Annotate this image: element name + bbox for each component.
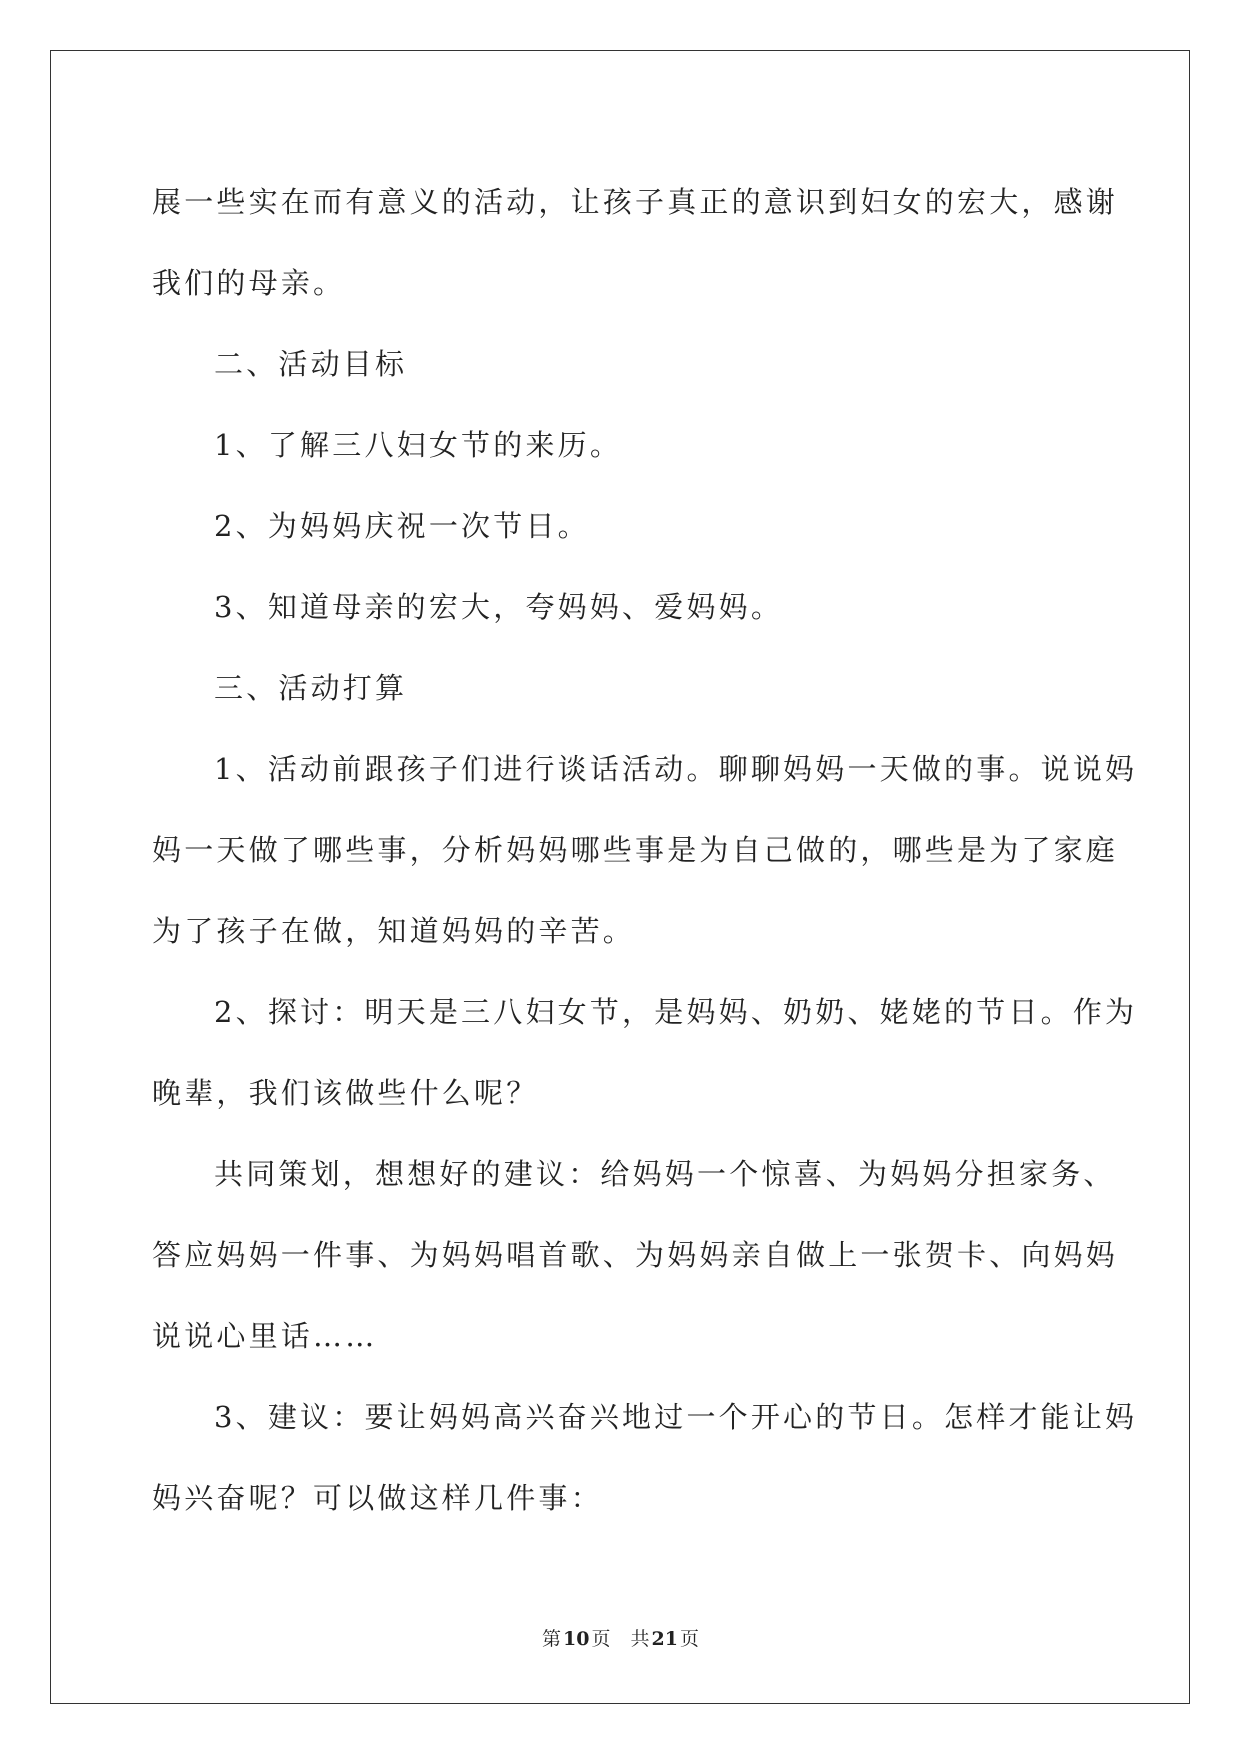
section-heading: 二、活动目标: [214, 347, 408, 381]
paragraph-line: 为了孩子在做，知道妈妈的辛苦。: [152, 914, 636, 948]
page-total: 21: [651, 1628, 678, 1650]
text-line: 展一些实在而有意义的活动，让孩子真正的意识到妇女的宏大，感谢: [152, 185, 1119, 219]
list-item: 3、知道母亲的宏大，夸妈妈、爱妈妈。: [214, 590, 784, 624]
document-body: [152, 162, 1138, 1539]
paragraph-line: 共同策划，想想好的建议：给妈妈一个惊喜、为妈妈分担家务、: [214, 1157, 1116, 1191]
total-prefix: 共: [630, 1628, 650, 1650]
text-line: 我们的母亲。: [152, 266, 346, 300]
paragraph-line: 说说心里话……: [152, 1319, 378, 1353]
list-item: 1、了解三八妇女节的来历。: [214, 428, 623, 462]
page-suffix: 页: [591, 1628, 611, 1650]
page-footer: [0, 1626, 1241, 1652]
page-current: 10: [563, 1628, 590, 1650]
paragraph-line: 1、活动前跟孩子们进行谈话活动。聊聊妈妈一天做的事。说说妈: [214, 752, 1138, 786]
paragraph-line: 2、探讨：明天是三八妇女节，是妈妈、奶奶、姥姥的节日。作为: [214, 995, 1138, 1029]
paragraph-line: 3、建议：要让妈妈高兴奋兴地过一个开心的节日。怎样才能让妈: [214, 1400, 1138, 1434]
section-heading: 三、活动打算: [214, 671, 408, 705]
paragraph-line: 晚辈，我们该做些什么呢？: [152, 1076, 539, 1110]
paragraph-line: 妈兴奋呢？可以做这样几件事：: [152, 1481, 603, 1515]
list-item: 2、为妈妈庆祝一次节日。: [214, 509, 590, 543]
total-suffix: 页: [679, 1628, 699, 1650]
paragraph-line: 答应妈妈一件事、为妈妈唱首歌、为妈妈亲自做上一张贺卡、向妈妈: [152, 1238, 1119, 1272]
page-prefix: 第: [542, 1628, 562, 1650]
paragraph-line: 妈一天做了哪些事，分析妈妈哪些事是为自己做的，哪些是为了家庭: [152, 833, 1119, 867]
